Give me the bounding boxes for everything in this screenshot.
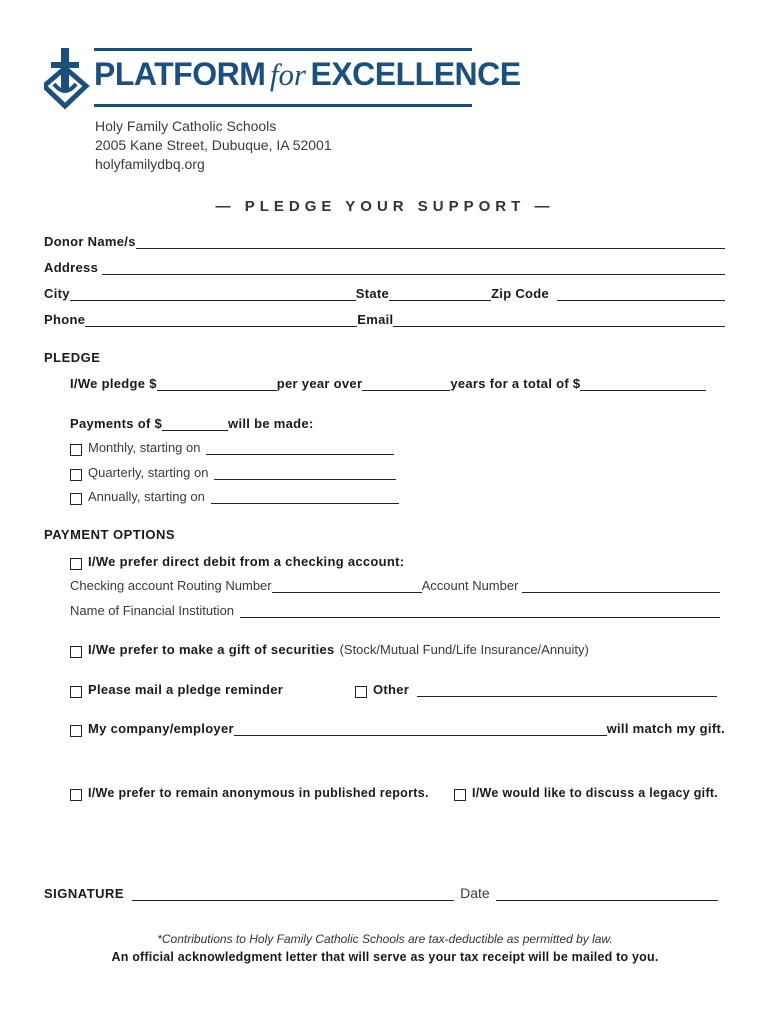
pledge-prefix: I/We pledge $ (70, 376, 157, 391)
address-label: Address (44, 260, 99, 275)
phone-label: Phone (44, 312, 86, 327)
other-field[interactable] (417, 683, 717, 697)
annually-date-field[interactable] (211, 490, 399, 504)
quarterly-checkbox[interactable] (70, 469, 82, 481)
other-checkbox[interactable] (355, 686, 367, 698)
state-field[interactable] (389, 287, 491, 301)
zip-label: Zip Code (491, 286, 550, 301)
pledge-amount-field[interactable] (157, 377, 277, 391)
other-label: Other (373, 682, 410, 697)
donor-name-field[interactable] (136, 235, 725, 249)
logo-for: for (269, 57, 307, 92)
will-be-made-label: will be made: (228, 416, 314, 431)
securities-note: (Stock/Mutual Fund/Life Insurance/Annuity) (339, 642, 589, 657)
quarterly-label: Quarterly, starting on (88, 465, 209, 480)
email-field[interactable] (393, 313, 725, 327)
legacy-label: I/We would like to discuss a legacy gift. (472, 786, 719, 800)
per-year-over-label: per year over (276, 376, 363, 391)
logo-platform: PLATFORM (94, 56, 266, 92)
logo-top-rule (94, 48, 472, 51)
payment-amount-field[interactable] (162, 417, 228, 431)
employer-field[interactable] (234, 722, 607, 736)
monthly-label: Monthly, starting on (88, 440, 201, 455)
signature-field[interactable] (132, 887, 454, 901)
monthly-date-field[interactable] (206, 441, 394, 455)
logo-bottom-rule (94, 104, 472, 107)
years-total-label: years for a total of $ (450, 376, 581, 391)
org-website: holyfamilydbq.org (95, 156, 205, 172)
org-name: Holy Family Catholic Schools (95, 118, 277, 134)
org-address: 2005 Kane Street, Dubuque, IA 52001 (95, 137, 332, 153)
donor-name-label: Donor Name/s (44, 234, 136, 249)
anonymous-checkbox[interactable] (70, 789, 82, 801)
securities-checkbox[interactable] (70, 646, 82, 658)
routing-number-field[interactable] (272, 579, 422, 593)
reminder-label: Please mail a pledge reminder (88, 682, 284, 697)
reminder-checkbox[interactable] (70, 686, 82, 698)
institution-field[interactable] (240, 604, 720, 618)
form-title: — PLEDGE YOUR SUPPORT — (215, 198, 555, 215)
date-label: Date (460, 885, 490, 901)
logo-excellence: EXCELLENCE (310, 56, 521, 92)
match-label: will match my gift. (606, 721, 725, 736)
logo (44, 46, 521, 110)
pledge-years-field[interactable] (362, 377, 450, 391)
routing-label: Checking account Routing Number (70, 578, 272, 593)
account-label: Account Number (421, 578, 519, 593)
quarterly-date-field[interactable] (214, 466, 396, 480)
city-label: City (44, 286, 70, 301)
institution-label: Name of Financial Institution (70, 603, 235, 618)
logo-cross-icon (44, 48, 90, 110)
direct-debit-label: I/We prefer direct debit from a checking account: (88, 554, 405, 569)
acknowledgment-note: An official acknowledgment letter that will serve as your tax receipt will be mailed to you. (111, 950, 659, 964)
employer-match-checkbox[interactable] (70, 725, 82, 737)
monthly-checkbox[interactable] (70, 444, 82, 456)
anonymous-label: I/We prefer to remain anonymous in published reports. (88, 786, 429, 800)
pledge-heading: PLEDGE (44, 350, 101, 365)
payment-options-heading: PAYMENT OPTIONS (44, 527, 176, 542)
annually-checkbox[interactable] (70, 493, 82, 505)
tax-note: *Contributions to Holy Family Catholic Schools are tax-deductible as permitted by law. (157, 932, 613, 946)
legacy-checkbox[interactable] (454, 789, 466, 801)
date-field[interactable] (496, 887, 718, 901)
email-label: Email (357, 312, 394, 327)
employer-label: My company/employer (88, 721, 234, 736)
address-field[interactable] (102, 261, 725, 275)
annually-label: Annually, starting on (88, 489, 205, 504)
account-number-field[interactable] (522, 579, 720, 593)
zip-field[interactable] (557, 287, 725, 301)
city-field[interactable] (70, 287, 356, 301)
direct-debit-checkbox[interactable] (70, 558, 82, 570)
state-label: State (355, 286, 390, 301)
signature-label: SIGNATURE (44, 886, 125, 901)
payments-prefix: Payments of $ (70, 416, 163, 431)
phone-field[interactable] (85, 313, 357, 327)
pledge-total-field[interactable] (580, 377, 706, 391)
securities-label: I/We prefer to make a gift of securities (88, 642, 335, 657)
logo-wordmark (94, 56, 521, 93)
